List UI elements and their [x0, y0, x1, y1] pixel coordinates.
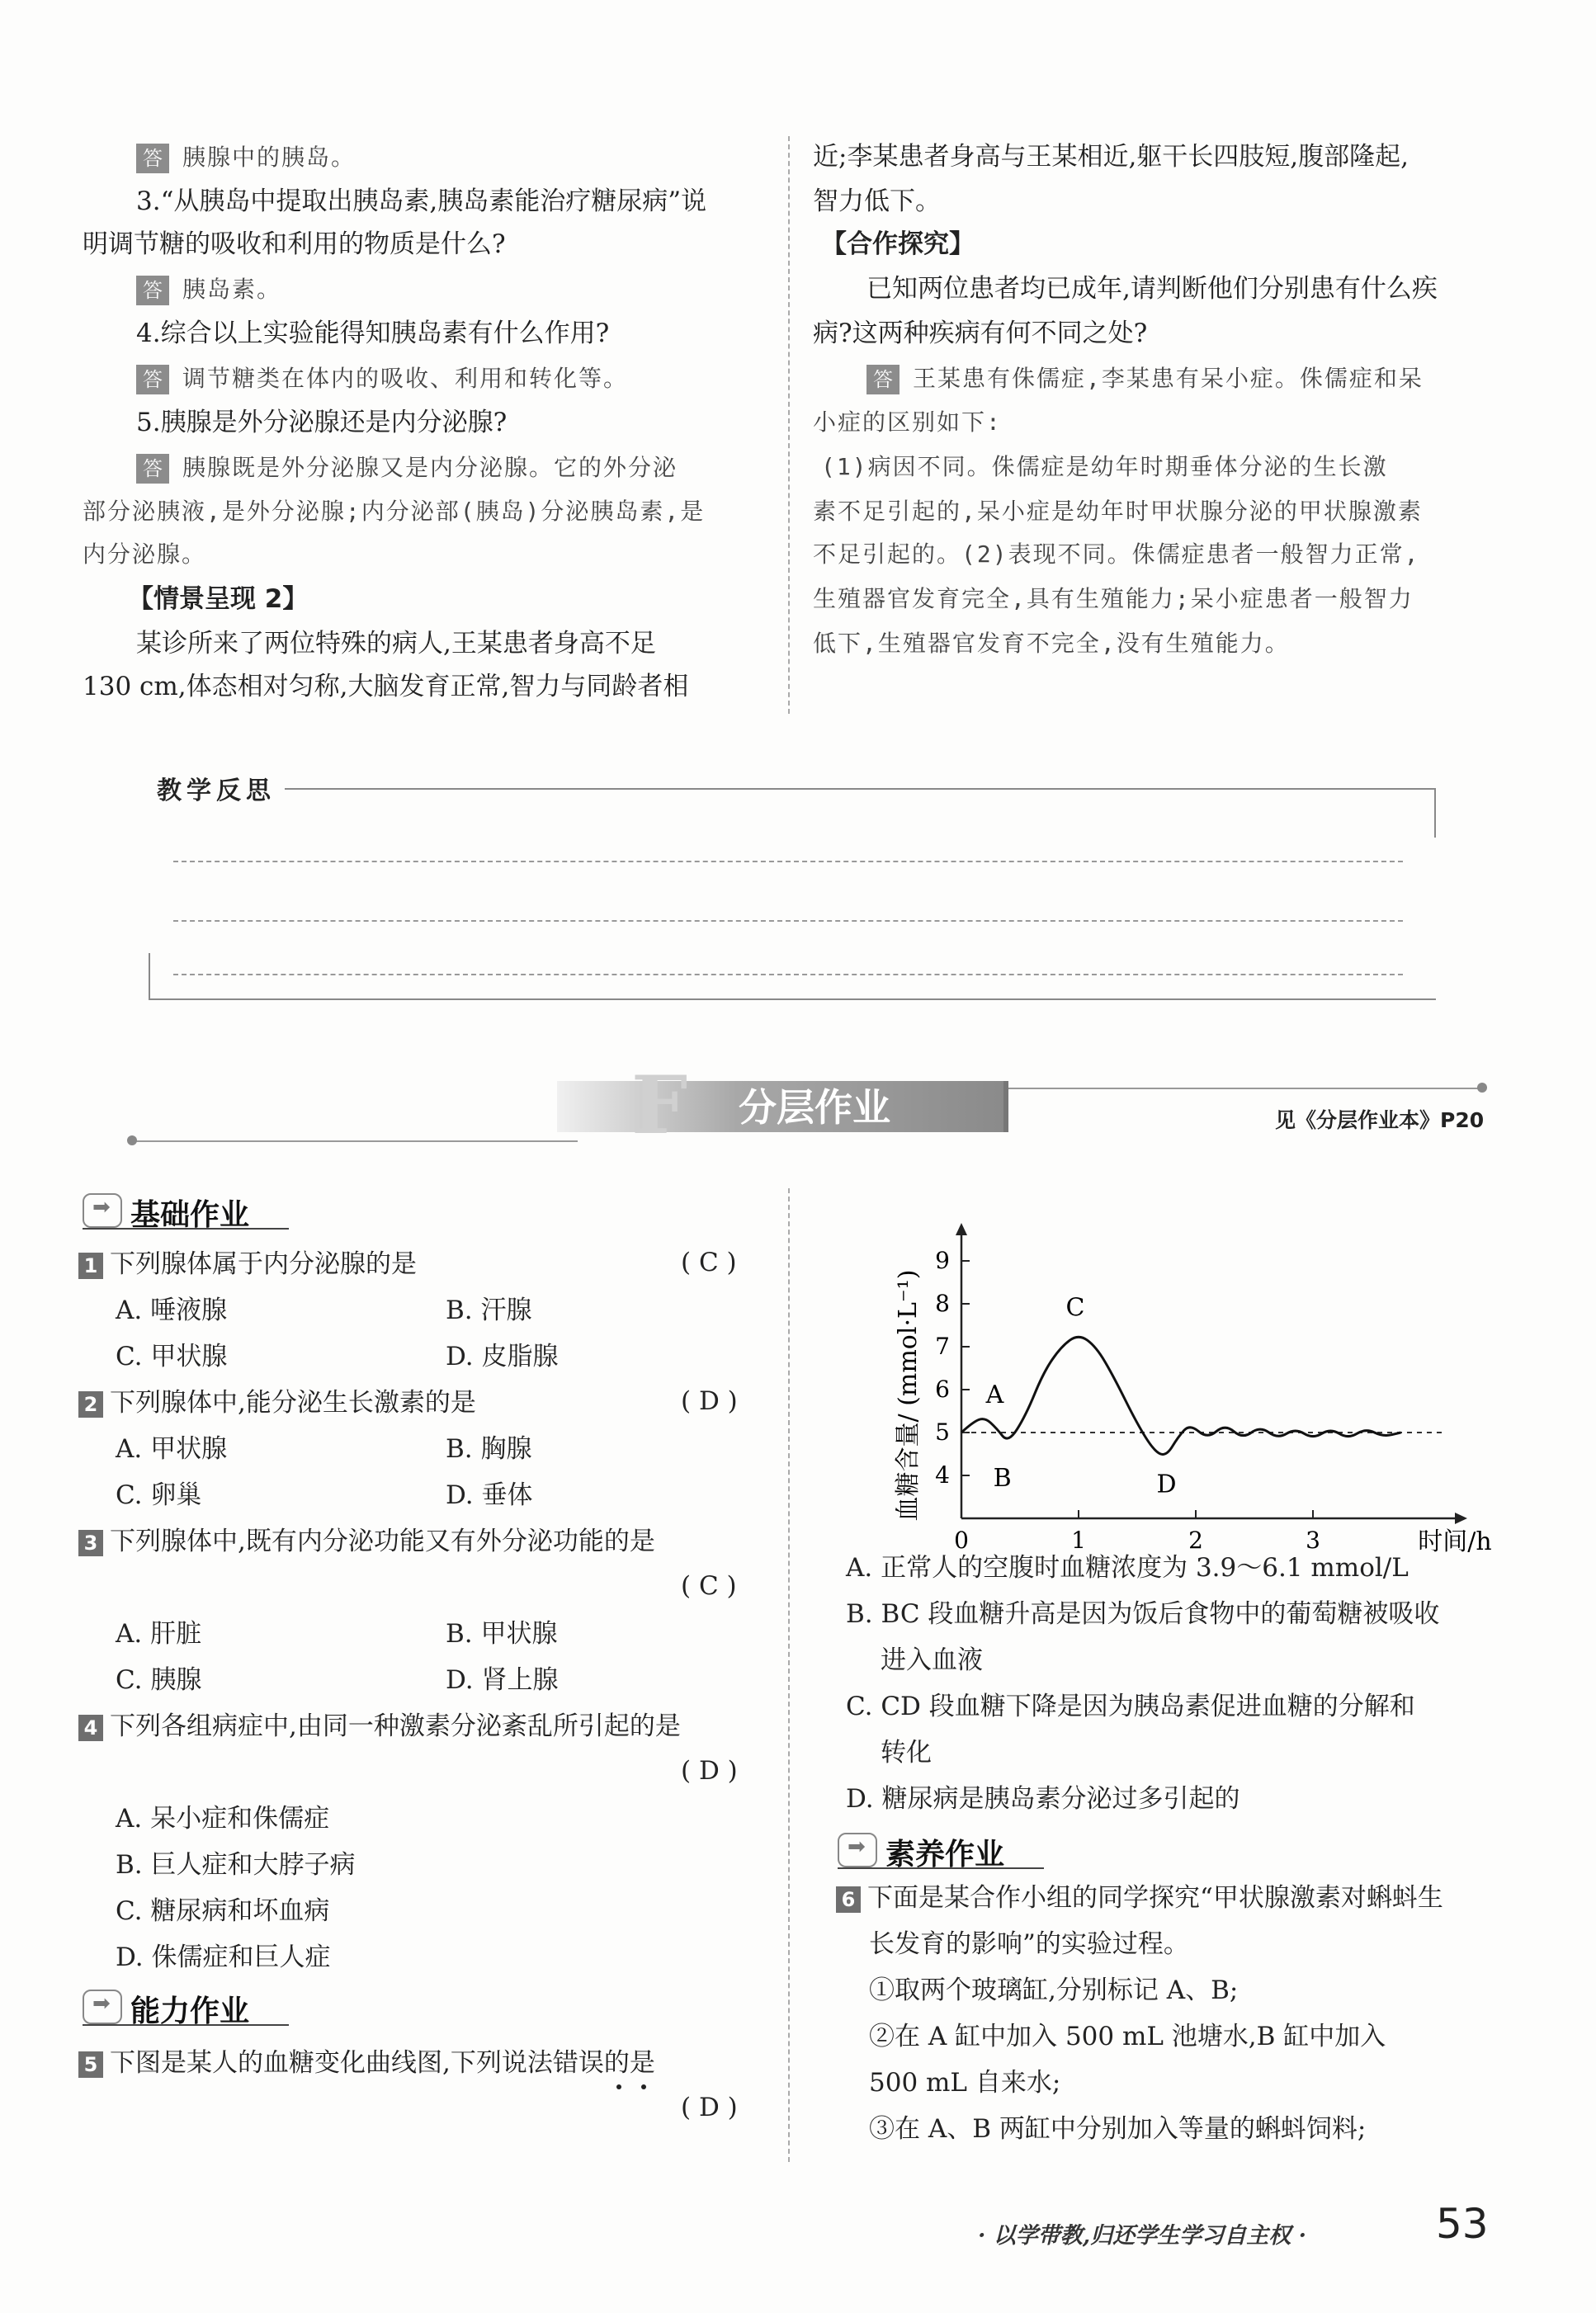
option-d: D. 侏儒症和巨人症: [116, 1942, 331, 1972]
x-tick-label: 1: [1071, 1527, 1086, 1554]
reflection-title: 教学反思: [157, 777, 276, 805]
banner-title: 分层作业: [739, 1085, 890, 1130]
y-axis-arrow-icon: [956, 1223, 967, 1235]
banner-rule-top: [999, 1088, 1485, 1089]
question-number: 2: [78, 1391, 103, 1418]
step-3: ③在 A、B 两缸中分别加入等量的蝌蚪饲料;: [869, 2114, 1367, 2144]
option-a: A. 呆小症和侏儒症: [116, 1804, 330, 1834]
answer-line: 答 调节糖类在体内的吸收、利用和转化等。: [136, 361, 628, 395]
answer-badge-icon: 答: [136, 365, 169, 394]
question-text: 4.综合以上实验能得知胰岛素有什么作用?: [136, 319, 610, 348]
option-c: C. 胰腺: [116, 1665, 202, 1695]
option-a: A. 肝脏: [116, 1619, 202, 1649]
option-d: D. 肾上腺: [446, 1665, 559, 1695]
reflection-box: [149, 763, 1436, 1003]
point-label-D: D: [1156, 1470, 1177, 1499]
x-tick-label: 0: [954, 1527, 969, 1554]
section-underline: [83, 2024, 289, 2026]
question-number: 5: [78, 2051, 103, 2078]
question-number: 4: [78, 1715, 103, 1741]
question-1: [78, 1248, 417, 1281]
answer-text: 小症的区别如下:: [813, 408, 1002, 436]
answer-text: 素不足引起的,呆小症是幼年时甲状腺分泌的甲状腺激素: [813, 498, 1423, 525]
point-label-A: A: [985, 1380, 1004, 1409]
banner-dot-icon: [127, 1135, 137, 1145]
question-number: 6: [836, 1886, 861, 1913]
scene-text: 智力低下。: [813, 186, 941, 216]
y-axis-label: 血糖含量/ (mmol·L⁻¹): [894, 1269, 923, 1522]
reflection-bottom-rule: [149, 998, 1436, 1000]
question-text: 病?这两种疾病有何不同之处?: [813, 319, 1148, 348]
lower-left-column: [78, 1188, 772, 2145]
y-tick-label: 5: [935, 1418, 950, 1446]
scene-text: 某诊所来了两位特殊的病人,王某患者身高不足: [136, 629, 656, 658]
answer-line: 答 胰腺中的胰岛。: [136, 140, 356, 174]
answer-mark: ( D ): [681, 1386, 738, 1416]
option-b-cont: 进入血液: [881, 1645, 983, 1675]
option-d: D. 糖尿病是胰岛素分泌过多引起的: [846, 1784, 1240, 1814]
question-stem: 下列腺体中,能分泌生长激素的是: [110, 1388, 476, 1418]
option-b: B. 巨人症和大脖子病: [116, 1850, 356, 1880]
scene-text: 近;李某患者身高与王某相近,躯干长四肢短,腹部隆起,: [813, 142, 1409, 172]
option-c: C. 卵巢: [116, 1480, 202, 1510]
y-tick-label: 4: [935, 1461, 950, 1489]
option-a: A. 甲状腺: [116, 1434, 228, 1464]
option-a: A. 唾液腺: [116, 1296, 228, 1325]
answer-badge-icon: 答: [866, 365, 900, 394]
option-d: D. 皮脂腺: [446, 1342, 559, 1371]
y-tick-label: 9: [935, 1247, 950, 1274]
option-d: D. 垂体: [446, 1480, 533, 1510]
question-text: 5.胰腺是外分泌腺还是内分泌腺?: [136, 408, 508, 437]
question-stem: 下列各组病症中,由同一种激素分泌紊乱所引起的是: [110, 1711, 681, 1741]
question-text: 明调节糖的吸收和利用的物质是什么?: [83, 229, 506, 259]
reflection-left-rule: [149, 953, 150, 998]
question-stem: 下面是某合作小组的同学探究“甲状腺激素对蝌蚪生: [867, 1883, 1443, 1913]
question-4: [78, 1710, 681, 1743]
point-label-B: B: [993, 1463, 1012, 1493]
option-c: C. CD 段血糖下降是因为胰岛素促进血糖的分解和: [846, 1692, 1415, 1721]
arrow-icon: ➡: [83, 1193, 122, 1228]
option-b: B. BC 段血糖升高是因为饭后食物中的葡萄糖被吸收: [846, 1599, 1440, 1629]
x-axis-label: 时间/h: [1418, 1527, 1492, 1556]
question-6: [836, 1881, 1443, 1914]
writing-line: [173, 974, 1403, 975]
writing-line: [173, 861, 1403, 862]
question-3: [78, 1525, 655, 1558]
answer-mark: ( D ): [681, 2093, 738, 2122]
emphasis-dot-icon: [641, 2084, 646, 2089]
y-tick-label: 8: [935, 1290, 950, 1317]
page-number: 53: [1436, 2200, 1489, 2248]
question-number: 3: [78, 1530, 103, 1556]
answer-line: 答 胰腺既是外分泌腺又是内分泌腺。它的外分泌: [136, 451, 678, 484]
answer-text: 内分泌腺。: [83, 540, 207, 568]
footer-slogan: · 以学带教,归还学生学习自主权 ·: [978, 2223, 1306, 2249]
lower-right-column: [841, 1551, 1523, 2178]
scene-title: 【情景呈现 2】: [128, 584, 309, 614]
section-literacy: ➡ 素养作业: [838, 1828, 1085, 1869]
emphasis-dot-icon: [616, 2084, 621, 2089]
step-1: ①取两个玻璃缸,分别标记 A、B;: [869, 1975, 1239, 2005]
option-a: A. 正常人的空腹时血糖浓度为 3.9～6.1 mmol/L: [846, 1553, 1409, 1583]
point-label-C: C: [1065, 1293, 1085, 1323]
answer-text: 不足引起的。(2)表现不同。侏儒症患者一般智力正常,: [813, 540, 1420, 568]
coop-title: 【合作探究】: [821, 229, 975, 259]
option-c: C. 糖尿病和坏血病: [116, 1896, 330, 1926]
question-stem: 下列腺体中,既有内分泌功能又有外分泌功能的是: [110, 1527, 655, 1556]
workbook-reference: 见《分层作业本》P20: [1275, 1108, 1485, 1132]
answer-badge-icon: 答: [136, 276, 169, 305]
y-tick-label: 7: [935, 1333, 950, 1360]
answer-mark: ( C ): [681, 1571, 737, 1601]
top-left-column: [83, 140, 776, 718]
banner-letter-icon: F: [631, 1059, 688, 1152]
answer-text: 部分泌胰液,是外分泌腺;内分泌部(胰岛)分泌胰岛素,是: [83, 498, 706, 525]
homework-banner: [124, 1059, 1494, 1152]
question-5: [78, 2046, 655, 2079]
answer-badge-icon: 答: [136, 454, 169, 484]
option-c-cont: 转化: [881, 1738, 932, 1768]
column-divider: [788, 1188, 790, 2162]
answer-line: 答 胰岛素。: [136, 272, 281, 306]
section-underline: [838, 1867, 1044, 1869]
question-stem: 下列腺体属于内分泌腺的是: [110, 1249, 417, 1279]
arrow-icon: ➡: [838, 1833, 877, 1867]
answer-line: 答 王某患有侏儒症,李某患有呆小症。侏儒症和呆: [866, 361, 1424, 395]
x-tick-label: 3: [1306, 1527, 1320, 1554]
option-c: C. 甲状腺: [116, 1342, 228, 1371]
top-right-column: [813, 140, 1506, 718]
answer-text: 生殖器官发育完全,具有生殖能力;呆小症患者一般智力: [813, 585, 1414, 612]
banner-rule-bottom: [132, 1140, 578, 1142]
answer-text: (1)病因不同。侏儒症是幼年时期垂体分泌的生长激: [821, 453, 1388, 480]
series-line: [961, 1337, 1401, 1454]
reflection-top-rule: [285, 788, 1436, 790]
answer-text: 低下,生殖器官发育不完全,没有生殖能力。: [813, 630, 1290, 657]
question-text: 长发育的影响”的实验过程。: [869, 1929, 1189, 1959]
banner-dot-icon: [1477, 1083, 1487, 1093]
section-underline: [83, 1228, 289, 1230]
question-text: 3.“从胰岛中提取出胰岛素,胰岛素能治疗糖尿病”说: [136, 186, 707, 216]
section-ability: ➡ 能力作业: [83, 1985, 330, 2026]
blood-glucose-chart: [875, 1180, 1492, 1556]
y-tick-label: 6: [935, 1376, 950, 1403]
answer-badge-icon: 答: [136, 144, 169, 173]
question-stem: 下图是某人的血糖变化曲线图,下列说法错误的是: [110, 2048, 655, 2078]
x-tick-label: 2: [1188, 1527, 1203, 1554]
step-2: ②在 A 缸中加入 500 mL 池塘水,B 缸中加入: [869, 2022, 1386, 2051]
reflection-right-rule: [1434, 788, 1436, 838]
column-divider: [788, 136, 790, 714]
scene-text: 130 cm,体态相对匀称,大脑发育正常,智力与同龄者相: [83, 672, 689, 701]
section-basic: ➡ 基础作业: [83, 1188, 330, 1230]
arrow-icon: ➡: [83, 1990, 122, 2024]
writing-line: [173, 920, 1403, 922]
answer-mark: ( D ): [681, 1756, 738, 1786]
answer-mark: ( C ): [681, 1248, 737, 1277]
option-b: B. 汗腺: [446, 1296, 532, 1325]
option-b: B. 胸腺: [446, 1434, 532, 1464]
step-2-cont: 500 mL 自来水;: [869, 2068, 1061, 2098]
banner-end-cap: [1003, 1081, 1008, 1132]
question-2: [78, 1386, 476, 1419]
question-number: 1: [78, 1253, 103, 1279]
option-b: B. 甲状腺: [446, 1619, 558, 1649]
x-axis-arrow-icon: [1455, 1513, 1467, 1524]
question-text: 已知两位患者均已成年,请判断他们分别患有什么疾: [866, 274, 1438, 304]
